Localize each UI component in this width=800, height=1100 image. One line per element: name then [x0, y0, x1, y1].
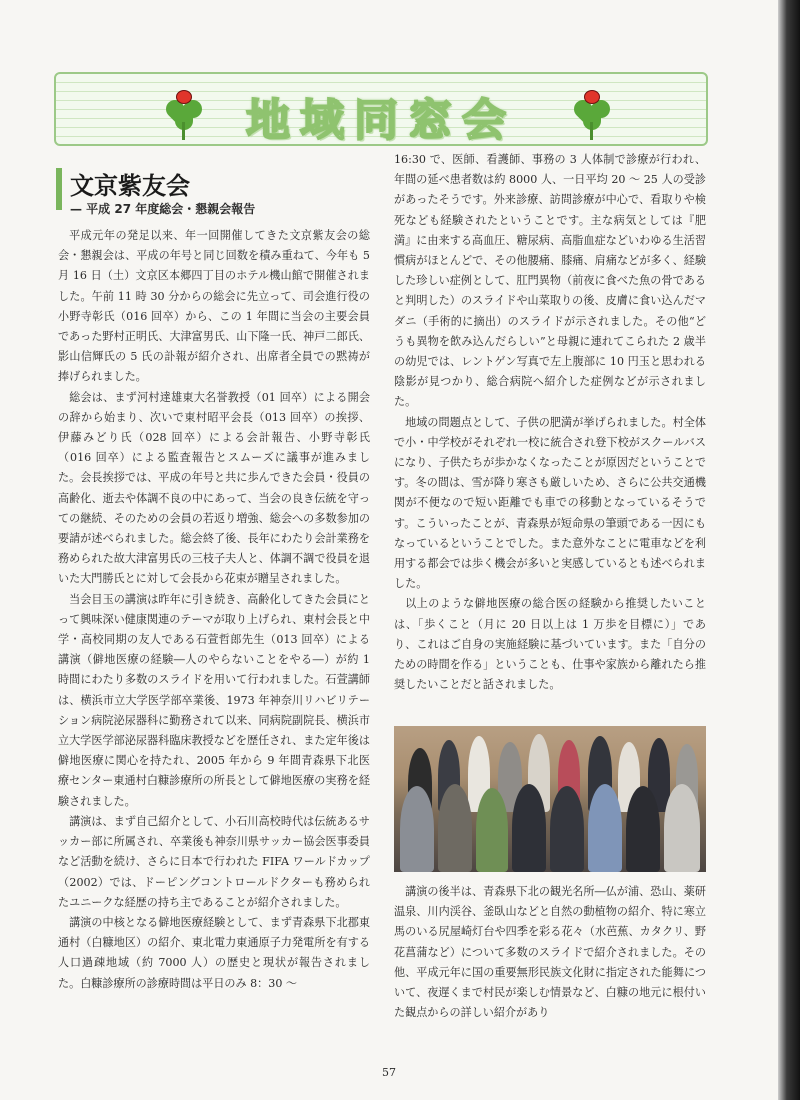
page-number: 57: [382, 1066, 396, 1079]
title-accent-bar: [56, 168, 62, 210]
section-banner: [54, 72, 708, 146]
paragraph: 地域の問題点として、子供の肥満が挙げられました。村全体で小・中学校がそれぞれ一校に統合され登下校がスクールバスになり、子供たちが歩かなくなったことが原因だということです。冬の間は、雪が降り寒さも厳しいため、さらに公共交通機関が不便なので短い距離でも車での移動となっているそうです。こういったことが、青森県が短命県の筆頭である一因にもなっているということでした。また意外なことに電車などを利用する都会では歩く機会が多いと実感しているとも述べられました。: [394, 415, 706, 591]
clover-ladybug-icon: [568, 86, 616, 138]
article-title: 文京紫友会: [70, 171, 190, 200]
right-column: [394, 150, 706, 695]
paragraph: 講演の後半は、青森県下北の観光名所―仏が浦、恐山、薬研温泉、川内渓谷、釜臥山などと自然の動植物の紹介、特に寒立馬のいる尻屋崎灯台や四季を彩る花々（水芭蕉、カタクリ、野花菖蒲など）について多数のスライドで紹介されました。その他、平成元年に国の重要無形民族文化財に指定された能舞について、夜遅くまで村民が楽しむ情景など、白糠の地元に根付いた観点からの詳しい紹介があり: [394, 885, 706, 1020]
right-column-bottom: [394, 882, 706, 1023]
banner-title: 地域同窓会: [246, 95, 516, 146]
paragraph: 講演は、まず自己紹介として、小石川高校時代は伝統あるサッカー部に所属され、卒業後も神奈川県サッカー協会医事委員など活動を続け、さらに日本で行われた FIFA ワールドカップ（2002）では、ドーピングコントロールドクターも務められたユニークな経歴の持ち主であることが紹介されました。: [58, 814, 370, 909]
paragraph: 平成元年の発足以来、年一回開催してきた文京紫友会の総会・懇親会は、平成の年号と同じ回数を積み重ねて、今年も 5 月 16 日（土）文京区本郷四丁目のホテル機山館で開催されました。午前 11 時 30 分からの総会に先立って、司会進行役の小野寺彰氏（016 回卒）から、この 1 年間に当会の主要会員であった野村正明氏、大津富男氏、山下隆一氏、神戸二郎氏、影山信輝氏の 5 氏の訃報が紹介され、出席者全員での黙祷が捧げられました。: [58, 229, 370, 384]
paragraph: 以上のような僻地医療の総合医の経験から推奨したいことは、「歩くこと（月に 20 日以上は 1 万歩を目標に）」であり、これはご自身の実施経験に基づいています。また「自分のための時間を作る」ということも、仕事や家族から離れたら推奨したいことだと話されました。: [394, 597, 706, 692]
paragraph: 総会は、まず河村達雄東大名誉教授（01 回卒）による開会の辞から始まり、次いで東村昭平会長（013 回卒）の挨拶、伊藤みどり氏（028 回卒）による会計報告、小野寺彰氏（016 回卒）による監査報告とスムーズに議事が進みました。会長挨拶では、平成の年号と共に歩んできた会員・役員の高齢化、逝去や体調不良の中にあって、当会の良き伝統を守っての継続、そのための会員の若返り増強、総会への多数参加の要請が述べられました。総会終了後、長年にわたり会計業務を務められた故大津富男氏の三枝子夫人と、体調不調で役員を退いた大門勝氏とに対して会長から花束が贈呈されました。: [58, 390, 370, 586]
paragraph: 当会目玉の講演は昨年に引き続き、高齢化してきた会員にとって興味深い健康関連のテーマが取り上げられ、東村会長と中学・高校同期の友人である石萱哲郎先生（013 回卒）による講演（僻地医療の経験―人のやらないことをやる―）が約 1 時間にわたり多数のスライドを用いて行われました。石萱講師は、横浜市立大学医学部卒業後、1973 年神奈川リハビリテーション病院泌尿器科に勤務されて以来、同病院副院長、横浜市立大学医学部泌尿器科臨床教授などを歴任され、また定年後は僻地医療に関心を持たれ、2005 年から 9 年間青森県下北医療センター東通村白糠診療所の所長として僻地医療の実務を経験されました。: [58, 592, 370, 808]
page-edge: [778, 0, 800, 1100]
article-subtitle: — 平成 27 年度総会・懇親会報告: [70, 202, 256, 216]
left-column: [58, 226, 370, 994]
paragraph: 16:30 で、医師、看護師、事務の 3 人体制で診療が行われ、年間の延べ患者数は約 8000 人、一日平均 20 ～ 25 人の受診があったそうです。外来診療、訪問診療が中心で、看取りや検死なども経験されたということです。主な病気としては『肥満』に由来する高血圧、糖尿病、高脂血症などいわゆる生活習慣病がほとんどで、その他腰痛、膝痛、肩痛などが多く、経験した珍しい症例として、肛門異物（前夜に食べた魚の骨であると判明した）のスライドや山菜取りの後、皮膚に食い込んだマダニ（手術的に摘出）のスライドが示されました。その他“どうも異物を飲み込んだらしい”と母親に連れてこられた 2 歳半の幼児では、レントゲン写真で左上腹部に 10 円玉と思われる陰影が見つかり、総合病院へ紹介した症例などが示されました。: [394, 153, 706, 409]
paragraph: 講演の中核となる僻地医療経験として、まず青森県下北郡東通村（白糠地区）の紹介、東北電力東通原子力発電所を有する人口過疎地域（約 7000 人）の歴史と現状が報告されました。白糠診療所の診療時間は平日のみ 8：30 ～: [58, 915, 370, 990]
group-photo: [394, 726, 706, 872]
